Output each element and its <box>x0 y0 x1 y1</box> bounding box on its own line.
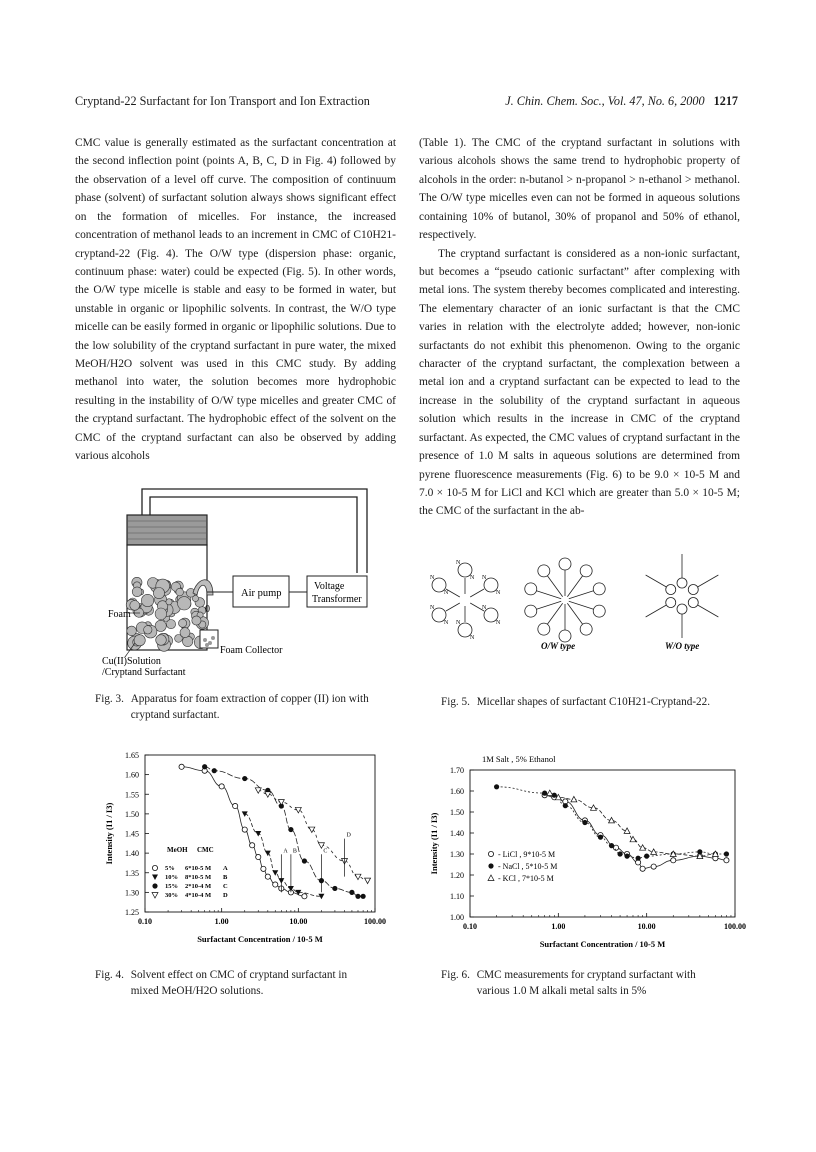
data-point <box>278 800 284 806</box>
cmc-point-label: D <box>346 832 351 839</box>
x-tick-label: 10.00 <box>289 917 308 926</box>
figure-5-micelles <box>420 548 740 678</box>
data-point <box>365 878 371 884</box>
series-line <box>550 793 716 856</box>
figure-4-chart <box>95 745 395 955</box>
data-point <box>547 790 553 796</box>
legend-series-cmc: 8*10-5 M <box>185 874 212 881</box>
series-3 <box>547 790 719 859</box>
legend-marker <box>488 863 493 868</box>
legend-series-name: 5% <box>165 865 175 872</box>
page-number: 1217 <box>713 94 738 108</box>
legend-series-point: D <box>223 892 228 899</box>
ow-head <box>580 623 592 635</box>
y-tick-label: 1.50 <box>450 808 464 817</box>
fig3-caption <box>95 692 395 723</box>
data-point <box>636 856 641 861</box>
x-tick-label: 10.00 <box>637 922 656 931</box>
data-point <box>302 858 307 863</box>
y-tick-label: 1.25 <box>125 908 139 917</box>
ow-tail <box>567 603 582 624</box>
foam-bubble <box>127 626 137 636</box>
data-point <box>355 894 360 899</box>
data-point <box>332 886 337 891</box>
data-point <box>179 764 184 769</box>
legend-series-cmc: 2*10-4 M <box>185 883 212 890</box>
ow-head <box>593 605 605 617</box>
wo-head <box>688 598 698 608</box>
x-tick-label: 0.10 <box>138 917 152 926</box>
foam-bubble <box>153 588 164 599</box>
data-point <box>233 803 238 808</box>
y-tick-label: 1.65 <box>125 751 139 760</box>
legend-header-meoh: MeOH <box>167 846 188 854</box>
data-point <box>302 894 307 899</box>
y-tick-label: 1.00 <box>450 913 464 922</box>
data-point <box>202 764 207 769</box>
wo-head <box>677 604 687 614</box>
fig4-caption <box>95 968 395 999</box>
data-point <box>598 835 603 840</box>
micelle-cryptand <box>430 560 501 641</box>
ow-head <box>525 583 537 595</box>
data-point <box>349 890 354 895</box>
series-line <box>258 790 367 880</box>
surfactant-tail <box>446 603 460 611</box>
ow-head <box>593 583 605 595</box>
data-point <box>724 858 729 863</box>
micelle-wo <box>646 554 719 638</box>
solution-label-2: /Cryptand Surfactant <box>102 667 186 678</box>
ow-head <box>580 565 592 577</box>
fig3-caption-text: Apparatus for foam extraction of copper (II) ion with cryptand surfactant. <box>130 693 369 721</box>
ow-tail <box>567 576 582 597</box>
n-atom-label: N <box>456 620 461 626</box>
legend-series-cmc: 6*10-5 M <box>185 865 212 872</box>
foam-bubble <box>134 635 145 646</box>
n-atom-label: N <box>456 560 461 566</box>
n-atom-label: N <box>481 605 487 611</box>
data-point <box>617 851 622 856</box>
data-point <box>624 854 629 859</box>
figure-3-apparatus <box>95 485 395 685</box>
x-tick-label: 1.00 <box>214 917 229 926</box>
y-tick-label: 1.40 <box>450 829 464 838</box>
y-tick-label: 1.20 <box>450 871 464 880</box>
x-axis-label: Surfactant Concentration / 10-5 M <box>197 934 323 944</box>
y-axis-label: Intensity (I1 / I3) <box>104 802 114 865</box>
journal-name: J. Chin. Chem. Soc., Vol. 47, No. 6, 2000 <box>505 94 705 108</box>
data-point <box>295 807 301 813</box>
data-point <box>644 854 649 859</box>
n-atom-label: N <box>495 620 501 626</box>
solution-label-1: Cu(II)Solution <box>102 656 161 667</box>
transformer-label: Transformer <box>312 594 362 605</box>
data-point <box>355 874 361 880</box>
foam-label: Foam <box>108 609 131 620</box>
figure-6-chart <box>420 745 746 955</box>
x-tick-label: 1.00 <box>551 922 566 931</box>
data-point <box>361 894 366 899</box>
fig4-caption-label: Fig. 4. <box>95 969 124 981</box>
voltage-label: Voltage <box>314 581 345 592</box>
n-atom-label: N <box>470 575 475 581</box>
legend-marker <box>152 893 158 899</box>
data-point <box>265 874 270 879</box>
foam-bubble <box>178 597 191 610</box>
wo-head <box>688 585 698 595</box>
n-atom-label: N <box>444 620 449 626</box>
right-paragraph-1: (Table 1). The CMC of the cryptand surfactant in solutions with various alcohols shows the same trend to hydrophobic property of alcohols in the order: n-butanol > n-propanol > n-ethanol > methanol. The O/W type micelles even can not be formed in aqueous solutions containing 10% of butanol, 30% of propanol and 50% of ethanol, respectively. <box>419 137 740 242</box>
n-atom-label: N <box>481 575 487 581</box>
legend-marker <box>488 851 493 856</box>
wo-head <box>666 598 676 608</box>
fig6-caption-label: Fig. 6. <box>441 969 470 981</box>
ow-tail <box>547 603 562 624</box>
surfactant-tail <box>470 589 484 597</box>
wo-head <box>666 585 676 595</box>
air-pump-label: Air pump <box>241 588 282 599</box>
plot-frame <box>470 770 735 917</box>
n-atom-label: N <box>444 590 449 596</box>
foam-bubble <box>176 588 184 596</box>
data-point <box>609 843 614 848</box>
legend-marker <box>152 865 157 870</box>
data-point <box>563 803 568 808</box>
legend-header-cmc: CMC <box>197 846 214 854</box>
data-point <box>250 843 255 848</box>
series-4 <box>255 788 370 884</box>
wo-type-label: W/O type <box>665 641 700 651</box>
legend-series-point: A <box>223 865 228 872</box>
data-point <box>671 858 676 863</box>
foam-bubble <box>156 635 167 646</box>
n-atom-label: N <box>495 590 501 596</box>
legend-series-name: 30% <box>165 892 178 899</box>
series-line <box>205 767 363 897</box>
y-tick-label: 1.35 <box>125 868 139 878</box>
journal-citation <box>505 94 738 109</box>
x-axis-label: Surfactant Concentration / 10-5 M <box>539 939 666 949</box>
foam-bubble <box>132 587 142 597</box>
foam-bubble <box>141 594 153 606</box>
legend <box>152 846 228 899</box>
y-tick-label: 1.30 <box>125 888 139 898</box>
wo-tail <box>646 575 667 587</box>
micelle-ow <box>525 558 605 642</box>
left-column <box>75 134 396 466</box>
data-point <box>288 827 293 832</box>
cmc-point-label: A <box>283 848 288 855</box>
n-atom-label: N <box>430 575 435 581</box>
data-point <box>242 776 247 781</box>
ow-tail <box>569 591 594 599</box>
series-1 <box>542 793 729 872</box>
legend-series-name: - LiCl , 9*10-5 M <box>498 850 556 859</box>
x-tick-label: 0.10 <box>463 922 477 931</box>
y-tick-label: 1.50 <box>125 809 139 819</box>
data-point <box>309 827 315 833</box>
cmc-point-label: B <box>292 848 297 855</box>
ow-tail <box>536 601 561 609</box>
foam-bubble <box>144 626 152 634</box>
y-tick-label: 1.70 <box>450 766 464 775</box>
legend-series-point: B <box>223 874 228 881</box>
ow-head <box>538 565 550 577</box>
n-atom-label: N <box>470 635 475 641</box>
ow-head <box>538 623 550 635</box>
legend-series-name: 15% <box>165 883 178 890</box>
zero-label: 0 <box>205 604 210 615</box>
y-tick-label: 1.60 <box>450 787 464 796</box>
legend-series-name: 10% <box>165 874 178 881</box>
foam-bubble <box>130 601 140 611</box>
fig5-caption <box>441 695 741 711</box>
legend-series-cmc: 4*10-4 M <box>185 892 212 899</box>
wo-head <box>677 578 687 588</box>
legend-series-name: - NaCl , 5*10-5 M <box>498 862 558 871</box>
data-point <box>273 882 278 887</box>
plot-frame <box>145 755 375 912</box>
left-paragraph: CMC value is generally estimated as the surfactant concentration at the second inflection point (points A, B, C, D in Fig. 4) followed by the observation of a level off curve. The composition of continuum phase (solvent) of surfactant solution always shows significant effect on the formation of micelles. For instance, the increased concentration of methanol leads to an increment in CMC of C10H21-cryptand-22 (Fig. 4). The O/W type (dispersion phase: organic, continuum phase: water) could be expected (Fig. 5). In other words, the O/W type micelle is stable and easy to be formed in water, but unstable in organic or lipophilic solvents. In contrast, the W/O type micelle can be easily formed in organic or lipophilic solutions. Due to the low solubility of the cryptand surfactant in pure water, the mixed MeOH/H2O solvent was used in this CMC study. By adding methanol into water, the solution becomes more hydrophobic resulting in the instability of O/W type micelles and greater CMC of the cryptand surfactant. The hydrophobic effect of the solvent on the CMC of the cryptand surfactant can also be observed by adding various alcohols <box>75 137 396 463</box>
chart-title: 1M Salt , 5% Ethanol <box>482 754 556 764</box>
foam-bubble <box>166 599 172 605</box>
y-tick-label: 1.55 <box>125 790 139 800</box>
collector-label: Foam Collector <box>220 645 283 656</box>
ow-tail <box>547 576 562 597</box>
x-tick-label: 100.00 <box>724 922 746 931</box>
data-point <box>219 784 224 789</box>
y-tick-label: 1.30 <box>450 850 464 859</box>
y-tick-label: 1.40 <box>125 849 139 859</box>
right-paragraph-2: The cryptand surfactant is considered as a non-ionic surfactant, but becomes a “pseudo cationic surfactant” after complexing with metal ions. The system thereby becomes complicated and interesting. The elementary character of an ionic surfactant is that the CMC varies in relation with the electrolyte added; however, non-ionic surfactants do not exhibit this phenomenon. Owing to the organic character of the cryptand surfactant, the complexation between a metal ion and a cryptand surfactant can be expected to lead to the increase in the solubility of the cryptand surfactant in aqueous solution which results in the increase in CMC of the cryptand surfactant. As expected, the CMC values of cryptand surfactant in the presence of 1.0 M salts in aqueous solutions are determined from pyrene fluorescence measurements (Fig. 6) to be 9.0 × 10-5 M and 7.0 × 10-5 M for LiCl and KCl which are greater than 5.0 × 10-5 M; the CMC of the surfactant in the ab- <box>419 247 740 518</box>
fig5-caption-text: Micellar shapes of surfactant C10H21-Cryptand-22. <box>476 696 711 708</box>
data-point <box>255 831 261 837</box>
data-point <box>640 866 645 871</box>
y-tick-label: 1.10 <box>450 892 464 901</box>
foam-bubble <box>180 628 190 638</box>
foam-collector-cup <box>200 630 218 648</box>
data-point <box>256 854 261 859</box>
ow-type-label: O/W type <box>541 641 576 651</box>
legend <box>488 850 557 883</box>
ow-tail <box>569 601 594 609</box>
wo-tail <box>646 605 667 617</box>
legend-marker <box>152 883 157 888</box>
running-head: Cryptand-22 Surfactant for Ion Transport and Ion Extraction <box>75 94 370 108</box>
y-axis-label: Intensity (I1 / I3) <box>429 812 439 875</box>
data-point <box>242 827 247 832</box>
fig3-caption-label: Fig. 3. <box>95 693 124 705</box>
data-point <box>651 864 656 869</box>
data-point <box>724 851 729 856</box>
fig6-caption-text: CMC measurements for cryptand surfactant with various 1.0 M alkali metal salts in 5% <box>476 969 696 997</box>
wo-tail <box>698 605 719 617</box>
right-column <box>419 134 740 521</box>
fig5-caption-label: Fig. 5. <box>441 696 470 708</box>
ow-head <box>559 558 571 570</box>
column-top <box>127 515 207 545</box>
y-tick-label: 1.45 <box>125 829 139 839</box>
legend-series-name: - KCl , 7*10-5 M <box>498 874 554 883</box>
data-point <box>261 866 266 871</box>
data-point <box>542 791 547 796</box>
foam-bubble <box>179 619 187 627</box>
foam-bubble <box>155 608 167 620</box>
fig4-caption-text: Solvent effect on CMC of cryptand surfactant in mixed MeOH/H2O solutions. <box>130 969 348 997</box>
fig6-caption <box>441 968 741 999</box>
data-point <box>582 820 587 825</box>
data-point <box>212 768 217 773</box>
n-atom-label: N <box>430 605 435 611</box>
ow-tail <box>536 591 561 599</box>
data-point <box>494 784 499 789</box>
foam-bubble <box>166 620 175 629</box>
legend-marker <box>488 875 494 881</box>
y-tick-label: 1.60 <box>125 770 139 780</box>
foam-bubble <box>192 616 201 625</box>
cmc-point-label: C <box>323 848 328 855</box>
wo-tail <box>698 575 719 587</box>
legend-series-point: C <box>223 883 228 890</box>
ow-head <box>525 605 537 617</box>
x-tick-label: 100.00 <box>364 917 386 926</box>
legend-marker <box>152 875 158 881</box>
